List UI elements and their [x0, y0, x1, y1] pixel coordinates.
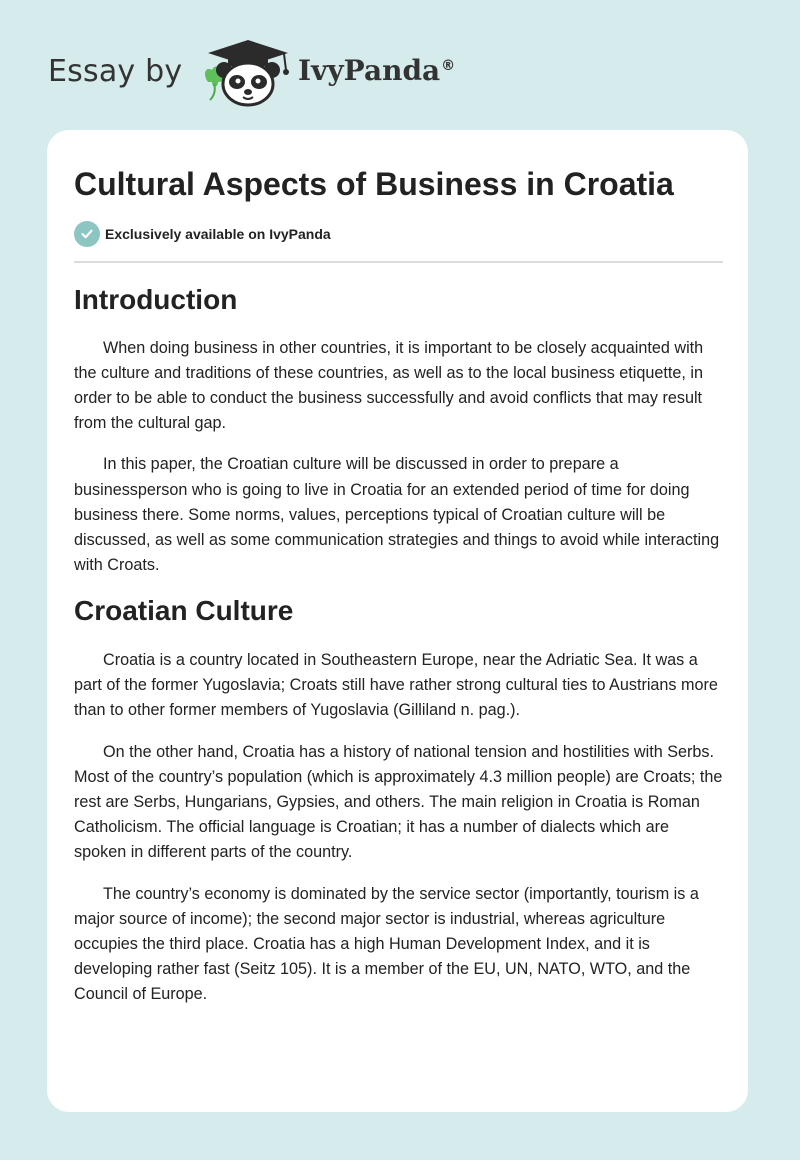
- brand-name-text: IvyPanda: [298, 54, 441, 87]
- exclusive-badge-label: Exclusively available on IvyPanda: [105, 226, 331, 242]
- section-heading-croatian-culture: Croatian Culture: [74, 595, 294, 627]
- paragraph: The country’s economy is dominated by the service sector (importantly, tourism is a major source of income); the second major sector is industrial, whereas agriculture occupies the third place. Croatia has a high Human Development Index, and it is developing rather fast (Seitz 105). It is a member of the EU, UN, NATO, WTO, and the Council of Europe.: [74, 884, 699, 1004]
- brand-prefix: Essay by: [48, 54, 183, 89]
- exclusive-badge: [74, 221, 331, 247]
- paragraph: When doing business in other countries, it is important to be closely acquainted with the culture and traditions of these countries, as well as to the local business etiquette, in order to be able to conduct the business successfully and avoid conflicts that may result from the cultural gap.: [74, 338, 704, 433]
- registered-mark: ®: [441, 57, 456, 74]
- page-title: Cultural Aspects of Business in Croatia: [74, 166, 674, 202]
- check-circle-icon: [74, 221, 100, 247]
- essay-card: [47, 130, 748, 1112]
- brand-header: [48, 36, 488, 108]
- title-divider: [74, 261, 723, 263]
- paragraph: In this paper, the Croatian culture will be discussed in order to prepare a businessperson who is going to live in Croatia for an extended period of time for doing business there. Some norms, values, perceptions typical of Croatian culture will be discussed, as well as some communication strategies and things to avoid while interacting with Croats.: [74, 455, 720, 575]
- paragraph: On the other hand, Croatia has a history of national tension and hostilities with Serbs. Most of the country’s population (which is approximately 4.3 million people) are Croats; the rest are Serbs, Hungarians, Gypsies, and others. The main religion in Croatia is Roman Catholicism. The official language is Croatian; it has a number of dialects which are spoken in different parts of the country.: [74, 742, 723, 862]
- brand-name: [298, 54, 455, 87]
- essay-body: [74, 283, 723, 1024]
- panda-graduate-icon: [200, 36, 296, 108]
- section-heading-introduction: Introduction: [74, 284, 238, 315]
- paragraph: Croatia is a country located in Southeastern Europe, near the Adriatic Sea. It was a part of the former Yugoslavia; Croats still have rather strong cultural ties to Austrians more than to other former members of Yugoslavia (Gilliland n. pag.).: [74, 651, 718, 720]
